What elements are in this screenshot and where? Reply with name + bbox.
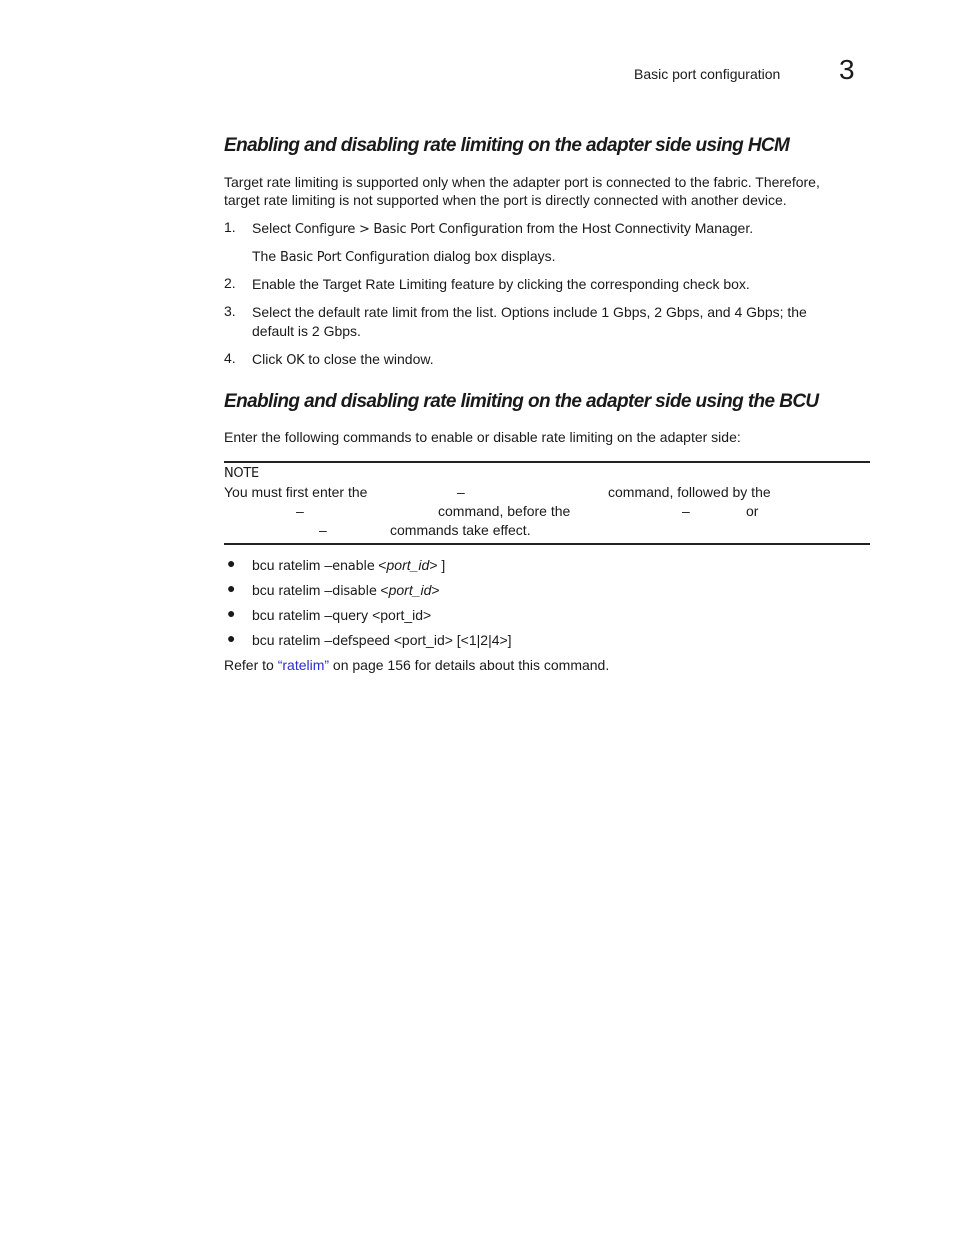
hcm-intro-line2: target rate limiting is not supported when the port is directly connected with another device. xyxy=(224,192,787,208)
hcm-intro-line1: Target rate limiting is supported only when the adapter port is connected to the fabric. Therefore, xyxy=(224,174,820,190)
note-text: – xyxy=(296,503,304,519)
step-4-text: Click OK to close the window. xyxy=(252,351,434,368)
menu-path: Configure > Basic Port Configuration xyxy=(294,222,523,237)
bullet-icon: ● xyxy=(227,630,236,646)
ok-label: OK xyxy=(286,353,305,368)
note-text: – xyxy=(457,484,465,500)
dialog-name: Basic Port Configuration xyxy=(280,250,430,265)
section-heading-hcm: Enabling and disabling rate limiting on the adapter side using HCM xyxy=(224,135,790,156)
bullet-icon: ● xyxy=(227,580,236,596)
command-disable: bcu ratelim –disable <port_id> xyxy=(252,582,440,599)
chapter-number: 3 xyxy=(839,54,855,85)
note-text: command, followed by the xyxy=(608,484,771,500)
note-top-rule xyxy=(224,461,870,463)
bullet-icon: ● xyxy=(227,605,236,621)
bullet-icon: ● xyxy=(227,555,236,571)
running-header: Basic port configuration xyxy=(634,66,781,82)
step-1-text: Select Configure > Basic Port Configuration from the Host Connectivity Manager. xyxy=(252,220,754,237)
note-bottom-rule xyxy=(224,543,870,545)
step-number: 2. xyxy=(224,275,236,291)
step-3-line2: default is 2 Gbps. xyxy=(252,323,361,339)
step-1-result: The Basic Port Configuration dialog box displays. xyxy=(252,248,556,265)
note-text: – xyxy=(682,503,690,519)
bcu-intro: Enter the following commands to enable or disable rate limiting on the adapter side: xyxy=(224,429,741,445)
note-text: or xyxy=(746,503,759,519)
step-2-text: Enable the Target Rate Limiting feature by clicking the corresponding check box. xyxy=(252,276,750,292)
step-number: 3. xyxy=(224,303,236,319)
note-text: command, before the xyxy=(438,503,571,519)
step-number: 4. xyxy=(224,350,236,366)
reference-line: Refer to “ratelim” on page 156 for details about this command. xyxy=(224,657,610,673)
command-query: bcu ratelim –query <port_id> xyxy=(252,607,432,624)
step-3-line1: Select the default rate limit from the list. Options include 1 Gbps, 2 Gbps, and 4 Gbps; the xyxy=(252,304,807,320)
ratelim-link[interactable]: “ratelim” xyxy=(277,657,330,673)
command-defspeed: bcu ratelim –defspeed <port_id> [<1|2|4>] xyxy=(252,632,512,649)
note-label: NOTE xyxy=(224,466,259,481)
command-enable: bcu ratelim –enable <port_id> ] xyxy=(252,557,446,574)
note-text: commands take effect. xyxy=(390,522,531,538)
step-number: 1. xyxy=(224,219,236,235)
note-text: You must first enter the xyxy=(224,484,368,500)
note-text: – xyxy=(319,522,327,538)
section-heading-bcu: Enabling and disabling rate limiting on the adapter side using the BCU xyxy=(224,391,819,412)
